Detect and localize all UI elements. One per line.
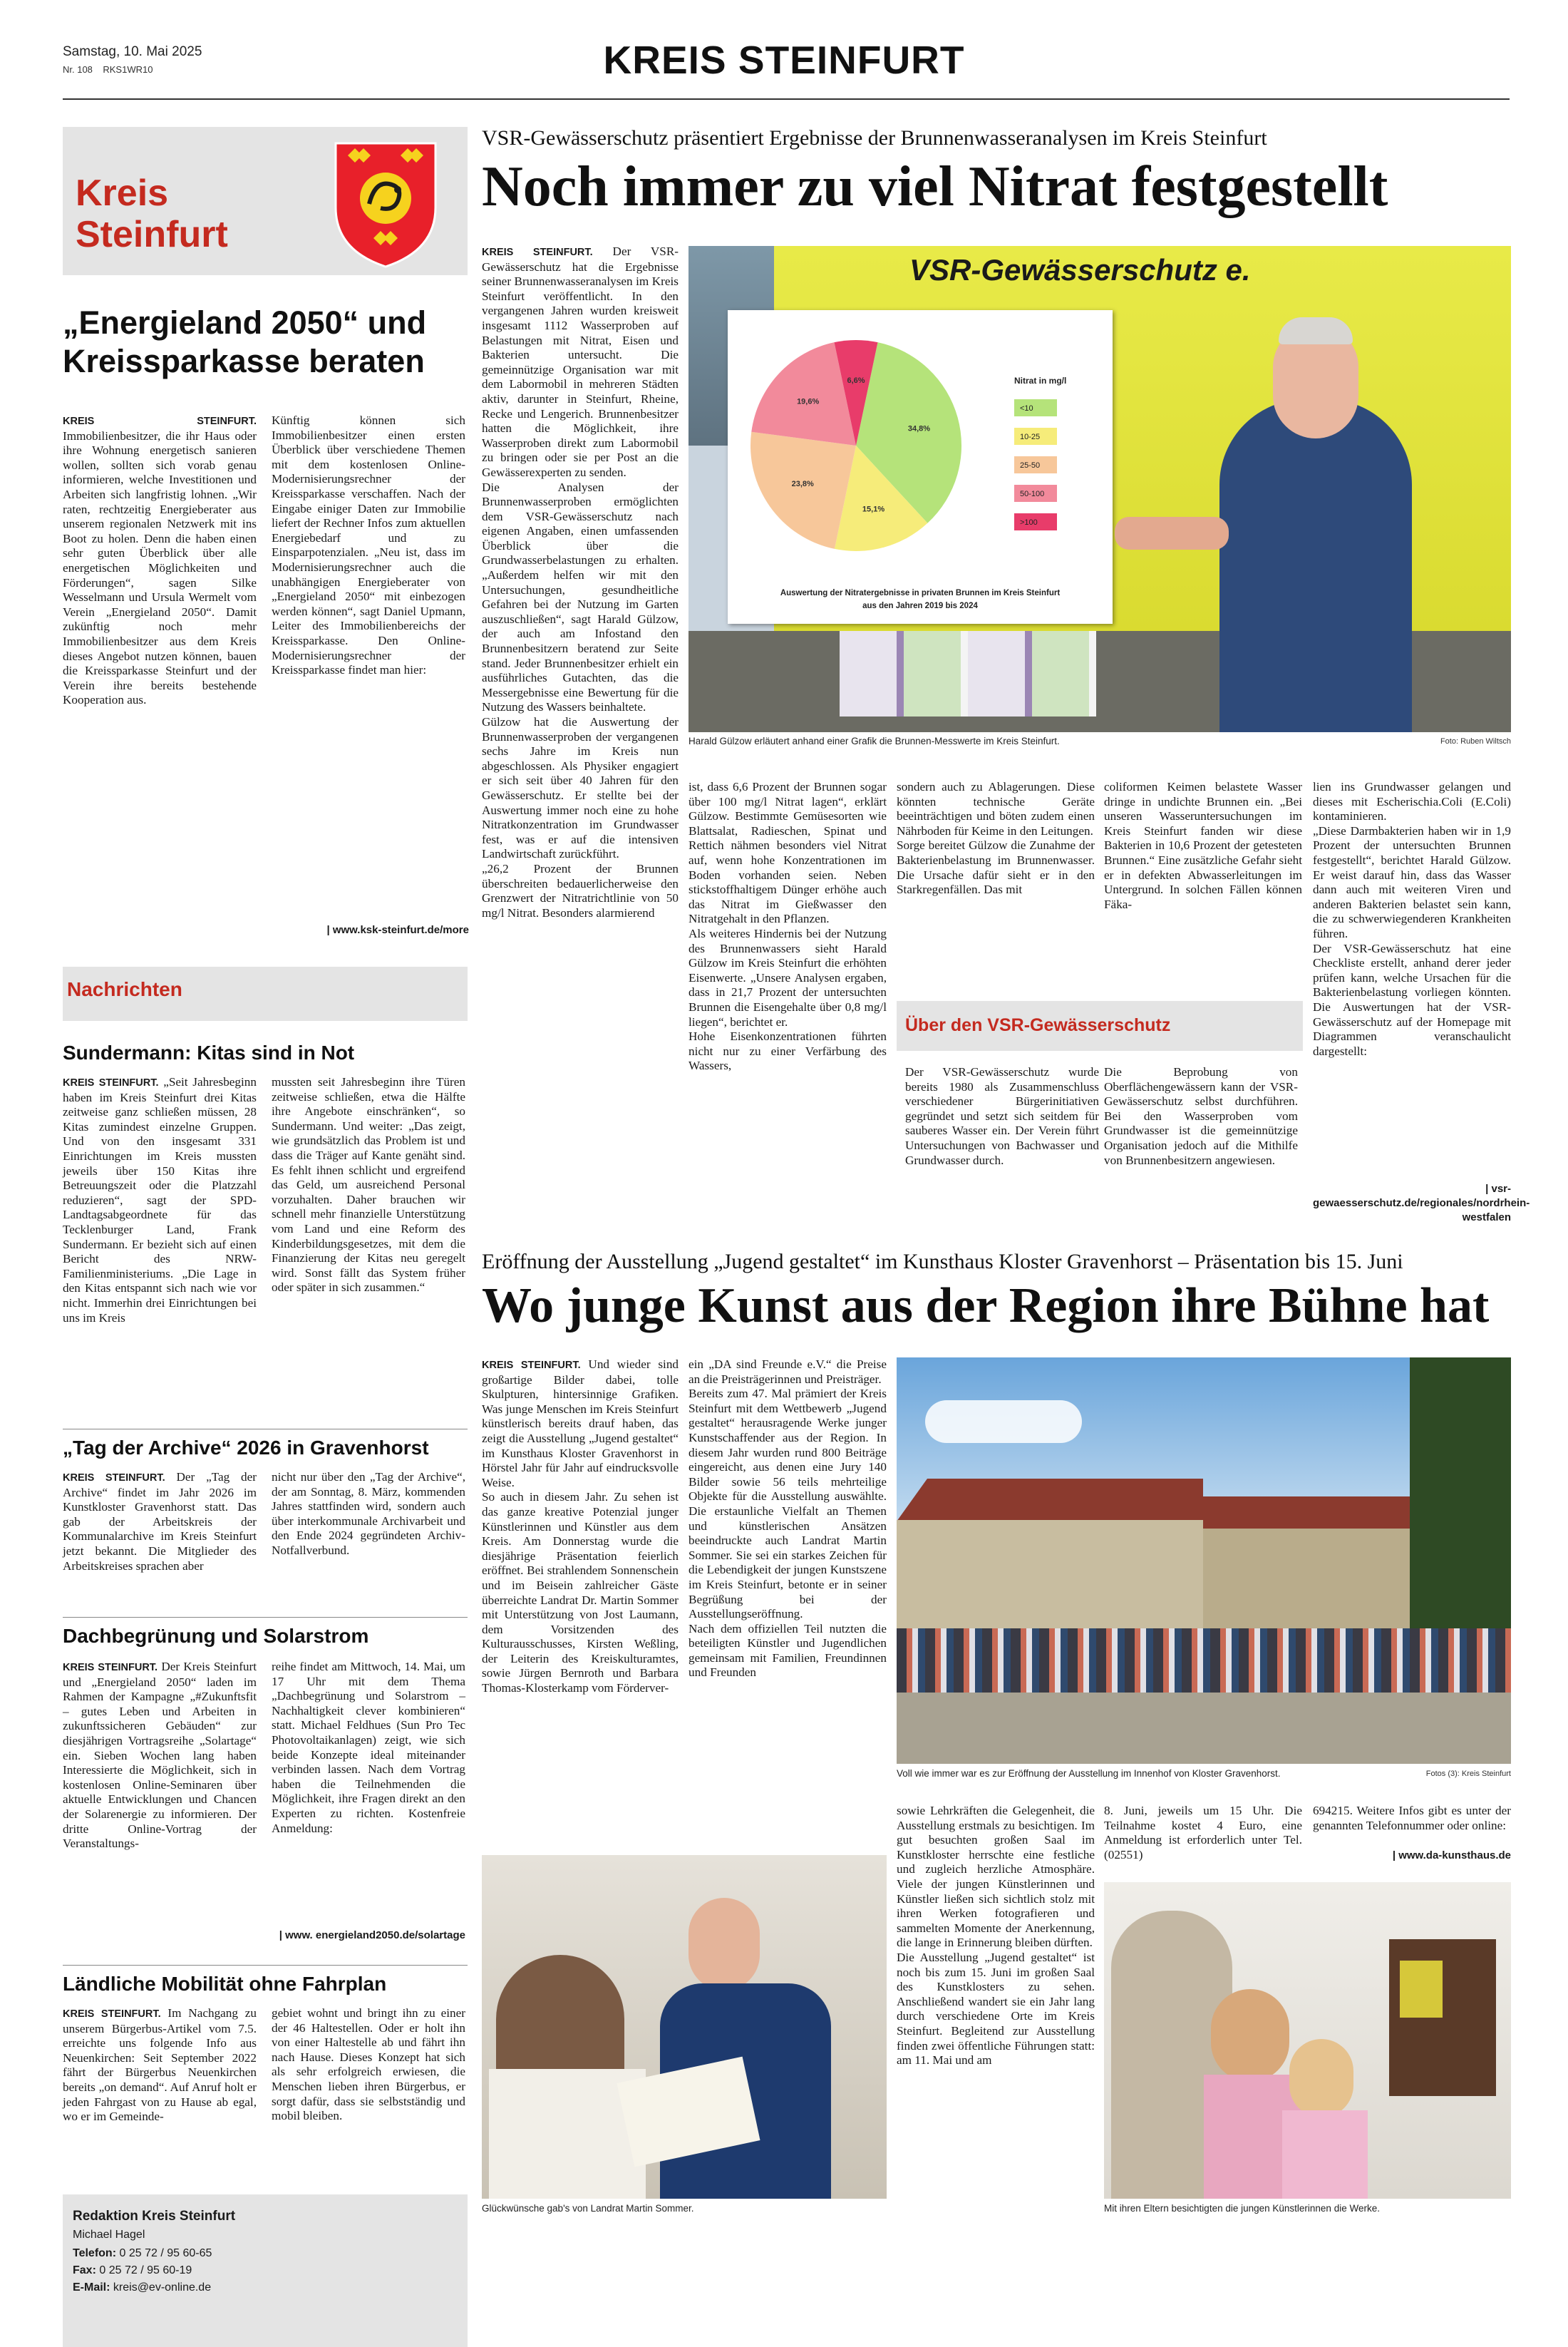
second-col5: 694215. Weitere Infos gibt es unter der genannten Telefonnummer oder online: bbox=[1313, 1804, 1511, 1832]
issue-number: Nr. 108 RKS1WR10 bbox=[63, 64, 153, 75]
kunsthaus-link[interactable]: | www.da-kunsthaus.de bbox=[1392, 1849, 1511, 1861]
dateline: KREIS STEINFURT. bbox=[63, 1662, 158, 1673]
second-col2: ein „DA sind Freunde e.V.“ die Preise an die Preisträgerinnen und Preisträger. Bereits zum 47. Mal prämiert der Kreis Steinfurt mit dem Wettbewerb „Jugend gestaltet“ herausragende Werke junger Kunstschaffender aus der Region. In diesem Jahr wurden rund 800 Beiträge eingereicht, aus denen eine Jury 140 Bilder sowie 56 teils mehrteilige Objekte für die Ausstellung auswählte. Die erstaunliche Vielfalt an Themen und künstlerischen Ansätzen beeindruckte auch Landrat Martin Sommer. Sie sei ein starkes Zeichen für die Lebendigkeit der jungen Kunstszene im Kreis Steinfurt, betonte er in seiner Begrüßung bei der Ausstellungseröffnung. Nach dem offiziellen Teil nutzten die beteiligten Künstler und Jugendlichen gemeinsam mit Familien, Freundinnen und Freunden bbox=[688, 1357, 887, 1680]
girl2-shirt bbox=[1282, 2110, 1368, 2199]
dateline: KREIS STEINFURT. bbox=[482, 1360, 581, 1371]
legend-label: 50-100 bbox=[1020, 490, 1045, 498]
second-headline: Wo junge Kunst aus der Region ihre Bühne hat bbox=[482, 1278, 1490, 1333]
issue-date: Samstag, 10. Mai 2025 bbox=[63, 44, 202, 59]
redaktion-title: Redaktion Kreis Steinfurt bbox=[73, 2209, 236, 2224]
legend-label: 25-50 bbox=[1020, 461, 1041, 470]
redaktion-phone bbox=[73, 2247, 212, 2260]
family-caption: Mit ihren Eltern besichtigten die jungen Künstlerinnen die Werke. bbox=[1104, 2203, 1380, 2214]
infobox-title: Über den VSR-Gewässerschutz bbox=[905, 1015, 1171, 1035]
main-kicker: VSR-Gewässerschutz präsentiert Ergebnisse der Brunnenwasseranalysen im Kreis Steinfurt bbox=[482, 126, 1267, 150]
section-title: KREIS STEINFURT bbox=[603, 38, 965, 82]
sidebar-article4-title: Dachbegrünung und Solarstrom bbox=[63, 1625, 369, 1647]
article-text: Im Nachgang zu unserem Bürgerbus-Artikel vom 7.5. erreichte uns folgende Info aus Neuenkirchen: Seit September 2022 fährt der Bürgerbus Neuenkirchen bereits „on demand“. Auf Anruf holt er jeden Fahrgast von zu Hause ab egal, wo er im Gemeinde- bbox=[63, 2006, 257, 2124]
brochure-stand bbox=[840, 631, 1096, 717]
legend-title: Nitrat in mg/l bbox=[1014, 376, 1067, 386]
article-text: Und wieder sind großartige Bilder dabei, tolle Skulpturen, hintersinnige Grafiken. Was junge Menschen im Kreis Steinfurt künstlerisch bereits drauf haben, das zeigt die Ausstellung „Jugend gestaltet“ im Kunsthaus Kloster Gravenhorst in Hörstel Jahr für Jahr auf eindrucksvolle Weise. So auch in diesem Jahr. Zu sehen ist das ganze kreative Potenzial junger Künstlerinnen und Künstler aus dem Kreis. Am Donnerstag wurde die diesjährige Präsentation feierlich eröffnet. Bei strahlendem Sonnenschein und im Beisein zahlreicher Gäste überreichte Landrat Dr. Martin Sommer mit Unterstützung von Jost Laumann, dem Vorsitzenden des Kulturausschusses, Kirsten Weßling, der Leiterin des Kreiskulturamtes, sowie Jürgen Bernroth und Barbara Thomas-Klosterkamp vom Förderver- bbox=[482, 1357, 679, 1695]
article-text: Der VSR-Gewässerschutz hat die Ergebnisse seiner Brunnenwasseranalysen im Kreis Steinfurt veröffentlicht. In den vergangenen Jahren wurden kreisweit insgesamt 1112 Wasserproben auf Belastungen mit Nitrat, Eisen und Bakterien untersucht. Die gemeinnützige Organisation war mit dem Labormobil in mehreren Städten aktiv, darunter in Steinfurt, Rheine, Recke und Lengerich. Brunnenbesitzer hatten die Möglichkeit, ihre Wasserproben direkt zum Labormobil zu bringen oder sie per Post an die Gewässerexperten zu senden. Die Analysen der Brunnenwasserproben ermöglichten dem VSR-Gewässerschutz nach eigenen Angaben, einen umfassenden Überblick über die Grundwasserbelastungen zu erhalten. „Außerdem helfen wir mit den Untersuchungen, gesundheitliche Gefahren bei der Nutzung im Garten auszuschließen“, sagt Harald Gülzow, der auch am Infostand den Brunnenbesitzern beratend zur Seite stand. Jeder Brunnenbesitzer erhielt ein ausführliches Gutachten, das die Messergebnisse eine Bewertung für die Nutzung des Wassers beinhaltete. Gülzow hat die Auswertung der Brunnenwasserproben der vergangenen sechs Jahre im Kreis nun abgeschlossen. Als Physiker engagiert er sich seit über 40 Jahren für den Gewässerschutz. Er stellte bei der Auswertung immer noch eine zu hohe Nitratkonzentration im Grundwasser fest, was er auf die intensiven Landwirtschaft zurückführt. „26,2 Prozent der Brunnen überschreiten bedauerlicherweise den Grenzwert der Nitratrichtlinie von 50 mg/l Nitrat. Besonders alarmierend bbox=[482, 245, 679, 920]
pie-label: 34,8% bbox=[907, 424, 931, 433]
divider bbox=[63, 1617, 468, 1618]
main-col5: lien ins Grundwasser gelangen und dieses mit Escherischia.Coli (E.Coli) kontaminieren. „Diese Darmbakterien haben wir in 1,9 Prozent der untersuchten Brunnen festgestellt“, berichtet Harald Gülzow. Er weist darauf hin, dass das Wasser dann auch mit weiteren Viren und anderen Bakterien belastet sein kann, die zu schwerwiegenderen Krankheiten führen. Der VSR-Gewässerschutz hat eine Checkliste erstellt, anhand derer jeder prüfen kann, welche Ursachen für die Bakterienbelastung vorliegen könnten. Die Auswertungen hat der VSR-Gewässerschutz auf der Homepage mit Diagrammen veranschaulicht dargestellt: bbox=[1313, 780, 1511, 1058]
sidebar-article2-col2: mussten seit Jahresbeginn ihre Türen zeitweise schließen, etwa die Hälfte ihre Angebote einschränken“, so Sundermann. Und weiter: „Das zeigt, wie grundsätzlich das Problem ist und dass die Träger auf Kante genäht sind. Es fehlt ihnen schlicht und ergreifend das Geld, um ausreichend Personal vorzuhalten. Daher brauchen wir schnell mehr finanzielle Unterstützung vom Land und eine Reform des Kinderbildungsgesetzes, mit dem die Finanzierung der Kitas neu geregelt wird. Sonst fällt das System früher oder später in sich zusammen.“ bbox=[272, 1075, 465, 1295]
main-col2: ist, dass 6,6 Prozent der Brunnen sogar über 100 mg/l Nitrat lagen“, erklärt Gülzow. Bestimmte Gemüsesorten wie Blattsalat, Radieschen, Spinat und Rettich nähmen besonders viel Nitrat auf, wenn hohe Konzentrationen im Boden vorhanden seien. Neben stickstoffhaltigem Dünger erhöhe auch das Nitrat im Gießwasser den Nitratgehalt in den Pflanzen. Als weiteres Hindernis bei der Nutzung des Brunnenwassers sieht Harald Gülzow im Kreis Steinfurt die erhöhten Eisenwerte. „Unsere Analysen ergaben, dass in 21,7 Prozent der untersuchten Brunnen die Eisengehalte über 0,8 mg/l liegen“, berichtet er. Hohe Eisenkonzentrationen führten nicht nur zu einer Verfärbung des Wassers, bbox=[688, 780, 887, 1073]
sidebar-article4-col2: reihe findet am Mittwoch, 14. Mai, um 17 Uhr mit dem Thema „Dachbegrünung und Solarstrom – Nachhaltigkeit clever kombinieren“ statt. Michael Feldhues (Sun Pro Tec Photovoltaikanlagen) zeigt, wie sich beide Konzepte ideal miteinander verbinden lassen. Nach dem Vortrag haben die Teilnehmenden die Möglichkeit, ihre Fragen direkt an den Experten zu richten. Kostenfreie Anmeldung: bbox=[272, 1660, 465, 1835]
pie-label: 6,6% bbox=[847, 376, 865, 386]
award-photo bbox=[482, 1855, 887, 2199]
jacket-figure bbox=[1219, 399, 1412, 732]
chart-board bbox=[728, 310, 1113, 624]
second-col1 bbox=[482, 1357, 679, 1842]
chart-title-line2: aus den Jahren 2019 bis 2024 bbox=[862, 602, 978, 610]
crowd bbox=[897, 1628, 1511, 1693]
dateline: KREIS STEINFURT. bbox=[63, 2008, 161, 2020]
chart-title-line1: Auswertung der Nitratergebnisse in privaten Brunnen im Kreis Steinfurt bbox=[780, 589, 1061, 597]
article-text: Der „Tag der Archive“ findet im Jahr 2026 im Kunstkloster Gravenhorst statt. Das gab der Arbeitskreis der Kommunalarchive im Kreis Steinfurt jetzt bekannt. Die Mitglieder des Arbeitskreises sprachen aber bbox=[63, 1470, 257, 1573]
roof-left bbox=[897, 1479, 1203, 1521]
main-col3: sondern auch zu Ablagerungen. Diese könnten technische Geräte beeinträchtigen und böten zudem einen Nährboden für Keime in den Leitungen. Sorge bereitet Gülzow die Zunahme der Bakterienbelastung im Brunnenwasser. Die Ursache dafür sieht er in den Starkregenfällen. Das mit bbox=[897, 780, 1095, 897]
main-col1 bbox=[482, 245, 679, 1221]
main-photo-credit: Foto: Ruben Wiltsch bbox=[1440, 737, 1511, 746]
main-headline: Noch immer zu viel Nitrat festgestellt bbox=[482, 155, 1388, 218]
email-label: E-Mail: bbox=[73, 2281, 110, 2294]
dateline: KREIS STEINFURT. bbox=[63, 1472, 165, 1484]
pie-label: 23,8% bbox=[791, 480, 814, 489]
legend-label: 10-25 bbox=[1020, 433, 1041, 441]
sidebar-article1-col2: Künftig können sich Immobilienbesitzer einen ersten Überblick über verschiedene Themen mit dem kostenlosen Online-Modernisierungsrechner der Kreissparkasse verschaffen. Nach der Eingabe einiger Daten zur Immobilie liefert der Rechner Infos zum aktuellen Energiebedarf und zu Einsparpotenzialen. „Neu ist, dass im Modernisierungsrechner auch die unabhängigen Energieberater von „Energieland 2050“ mit einbezogen werden können“, sagt Daniel Upmann, Leiter des Immobilienbereichs der Kreissparkasse. Den Online-Modernisierungsrechner der Kreissparkasse findet man hier: bbox=[272, 414, 465, 677]
courtyard-caption: Voll wie immer war es zur Eröffnung der Ausstellung im Innenhof von Kloster Gravenhorst. bbox=[897, 1768, 1281, 1779]
man-face bbox=[688, 1898, 760, 1991]
legend-label: >100 bbox=[1020, 518, 1038, 527]
pointing-hand bbox=[1115, 517, 1229, 550]
pie-label: 19,6% bbox=[797, 397, 820, 406]
redaktion-name: Michael Hagel bbox=[73, 2229, 145, 2241]
article-text: Der Kreis Steinfurt und „Energieland 2050“ laden im Rahmen der Kampagne „#Zukunftsfit – gutes Leben und Arbeiten in zukunftssicheren Gebäuden“ zur diesjährigen Vortragsreihe „Solartage“ ein. Sieben Wochen lang haben Interessierte die Möglichkeit, sich in kostenlosen Online-Seminaren über aktuelle Entwicklungen und Chancen der Solarenergie zu informieren. Der dritte Online-Vortrag der Veranstaltungs- bbox=[63, 1660, 257, 1851]
ksk-link[interactable]: | www.ksk-steinfurt.de/more bbox=[326, 924, 469, 936]
phone-label: Telefon: bbox=[73, 2247, 117, 2259]
sidebar-article3-col1 bbox=[63, 1470, 257, 1641]
girl1-head bbox=[1211, 1989, 1289, 2082]
second-col3: sowie Lehrkräften die Gelegenheit, die Ausstellung erstmals zu besichtigen. Im gut besuchten großen Saal im Kunstkloster herrschte eine festliche und zugleich herzliche Atmosphäre. Viele der jungen Künstlerinnen und Künstler ließen sich sichtlich stolz mit ihren Werken fotografieren und sammelten Momente der Anerkennung, die lange in Erinnerung bleiben dürften. Die Ausstellung „Jugend gestaltet“ ist noch bis zum 15. Juni im großen Saal des Kunstklosters zu sehen. Anschließend wandert sie ein Jahr lang durch verschiedene Orte im Kreis Steinfurt. Begleitend zur Ausstellung finden zwei öffentliche Führungen statt: am 11. Mai und am bbox=[897, 1804, 1095, 2068]
legend-label: <10 bbox=[1020, 404, 1033, 413]
divider bbox=[63, 1965, 468, 1966]
sidebar-article1-col1 bbox=[63, 414, 257, 962]
van-banner-text: VSR-Gewässerschutz e. bbox=[909, 253, 1251, 287]
sidebar-article5-col1 bbox=[63, 2006, 257, 2184]
dateline: KREIS STEINFURT. bbox=[63, 416, 257, 427]
courtyard-ground bbox=[897, 1693, 1511, 1764]
sidebar-article5-title: Ländliche Mobilität ohne Fahrplan bbox=[63, 1973, 387, 1995]
energieland-link[interactable]: | www. energieland2050.de/solartage bbox=[279, 1929, 465, 1941]
kreis-steinfurt-coat-of-arms-icon bbox=[332, 140, 439, 268]
girl2-head bbox=[1289, 2039, 1353, 2117]
redaktion-fax bbox=[73, 2264, 192, 2277]
main-col4: coliformen Keimen belastete Wasser dringe in undichte Brunnen ein. „Bei unseren Wasseruntersuchungen im Kreis Steinfurt fanden wir diese Bakterien in 10,6 Prozent der getesteten Brunnen.“ Eine zusätzliche Gefahr sieht er in defekten Abwasserleitungen im Untergrund. In solchen Fällen können Fäka- bbox=[1104, 780, 1302, 911]
sidebar-article2-col1 bbox=[63, 1075, 257, 1410]
main-photo bbox=[688, 246, 1511, 732]
brand-line-2: Steinfurt bbox=[76, 214, 228, 255]
sidebar-article2-title: Sundermann: Kitas sind in Not bbox=[63, 1042, 355, 1064]
redaktion-email bbox=[73, 2281, 211, 2294]
article-text: „Seit Jahresbeginn haben im Kreis Steinfurt drei Kitas zeitweise ganz schließen müssen, 28 Kitas zumindest einzelne Gruppen. Und von den insgesamt 331 Einrichtungen im Kreis mussten jeweils über 150 Kitas ihre Betreuungszeit oder die Platzzahl reduzieren“, sagt der SPD-Landtagsabgeordnete für das Tecklenburger Land, Frank Sundermann. Er bezieht sich auf einen Bericht des NRW-Familienministeriums. „Die Lage in den Kitas entspannt sich nach wie vor nicht. Immerhin drei Einrichtungen bei uns im Kreis bbox=[63, 1075, 257, 1325]
header-rule bbox=[63, 98, 1510, 100]
courtyard-credit: Fotos (3): Kreis Steinfurt bbox=[1425, 1770, 1511, 1778]
sidebar-article3-title: „Tag der Archive“ 2026 in Gravenhorst bbox=[63, 1437, 429, 1459]
second-col4: 8. Juni, jeweils um 15 Uhr. Die Teilnahme kostet 4 Euro, eine Anmeldung ist erforderlich unter Tel. (02551) bbox=[1104, 1804, 1302, 1861]
courtyard-photo bbox=[897, 1357, 1511, 1764]
sidebar-article5-col2: gebiet wohnt und bringt ihn zu einer der 46 Haltestellen. Oder er holt ihn von einer Haltestelle ab und fährt ihn nach Hause. Dieses Konzept hat sich als sehr erfolgreich erwiesen, die Menschen lieben ihren Bürgerbus, er sorgt dafür, dass sie selbstständig und mobil bleiben. bbox=[272, 2006, 465, 2123]
hair-figure bbox=[1279, 317, 1353, 344]
redaktion-box bbox=[63, 2194, 468, 2347]
article-text: Immobilienbesitzer, die ihr Haus oder ihre Wohnung energetisch sanieren wollen, sollten sich vorab genau informieren, welche Investitionen und Arbeiten sich langfristig lohnen. „Wir raten, rechtzeitig Energieberater aus unserem regionalen Netzwerk mit ins Boot zu holen. Denn die haben einen sehr guten Überblick über alle energetischen Möglichkeiten und Förderungen“, sagen Silke Wesselmann und Ursula Wermelt vom Verein „Energieland 2050“. Damit zukünftig noch mehr Immobilienbesitzer aus dem Kreis dieses Angebot nutzen können, bauen die Kreissparkasse Steinfurt und der Verein ihre bereits bestehende Kooperation aus. bbox=[63, 428, 257, 707]
roof-right bbox=[1203, 1496, 1410, 1532]
fax-value: 0 25 72 / 95 60-19 bbox=[99, 2264, 192, 2276]
family-photo bbox=[1104, 1882, 1511, 2199]
nitrate-pie-chart bbox=[728, 310, 1113, 624]
email-link[interactable]: kreis@ev-online.de bbox=[113, 2281, 212, 2294]
sidebar bbox=[63, 127, 469, 2294]
sidebar-article1-title: „Energieland 2050“ und Kreissparkasse beraten bbox=[63, 304, 427, 379]
sidebar-article4-col1 bbox=[63, 1660, 257, 1973]
fax-label: Fax: bbox=[73, 2264, 96, 2276]
pie-label: 15,1% bbox=[862, 505, 885, 514]
tree bbox=[1410, 1357, 1511, 1671]
dateline: KREIS STEINFURT. bbox=[482, 247, 593, 258]
phone-value: 0 25 72 / 95 60-65 bbox=[119, 2247, 212, 2259]
main-photo-caption: Harald Gülzow erläutert anhand einer Grafik die Brunnen-Messwerte im Kreis Steinfurt. bbox=[688, 736, 1060, 746]
award-caption: Glückwünsche gab's von Landrat Martin Sommer. bbox=[482, 2203, 694, 2214]
art-object-detail bbox=[1400, 1961, 1443, 2018]
sidebar-article3-col2: nicht nur über den „Tag der Archive“, der am Sonntag, 8. März, kommenden Jahres stattfinden wird, sondern auch über interkommunale Archivarbeit und den Ende 2024 gegründeten Archiv-Notfallverbund. bbox=[272, 1470, 465, 1557]
dateline: KREIS STEINFURT. bbox=[63, 1077, 159, 1089]
infobox-col2: Die Beprobung von Oberflächengewässern kann der VSR-Gewässerschutz selbst durchführen. Bei den Wasserproben vom Grundwasser ist die gemeinnützige Organisation jedoch auf die Mithilfe von Brunnenbesitzern angewiesen. bbox=[1104, 1065, 1298, 1167]
cloud bbox=[925, 1400, 1082, 1443]
news-label: Nachrichten bbox=[67, 978, 182, 1000]
vsr-link[interactable]: | vsr-gewaesserschutz.de/regionales/nordrhein-westfalen bbox=[1313, 1183, 1530, 1223]
brand-line-1: Kreis bbox=[76, 173, 169, 214]
second-kicker: Eröffnung der Ausstellung „Jugend gestaltet“ im Kunsthaus Kloster Gravenhorst – Präsentation bis 15. Juni bbox=[482, 1250, 1403, 1273]
infobox-col1: Der VSR-Gewässerschutz wurde bereits 1980 als Zusammenschluss verschiedener Bürgerinitiativen gegründet und setzt sich seitdem für sauberes Wasser ein. Der Verein führt Untersuchungen von Bachwasser und Grundwasser durch. bbox=[905, 1065, 1099, 1167]
